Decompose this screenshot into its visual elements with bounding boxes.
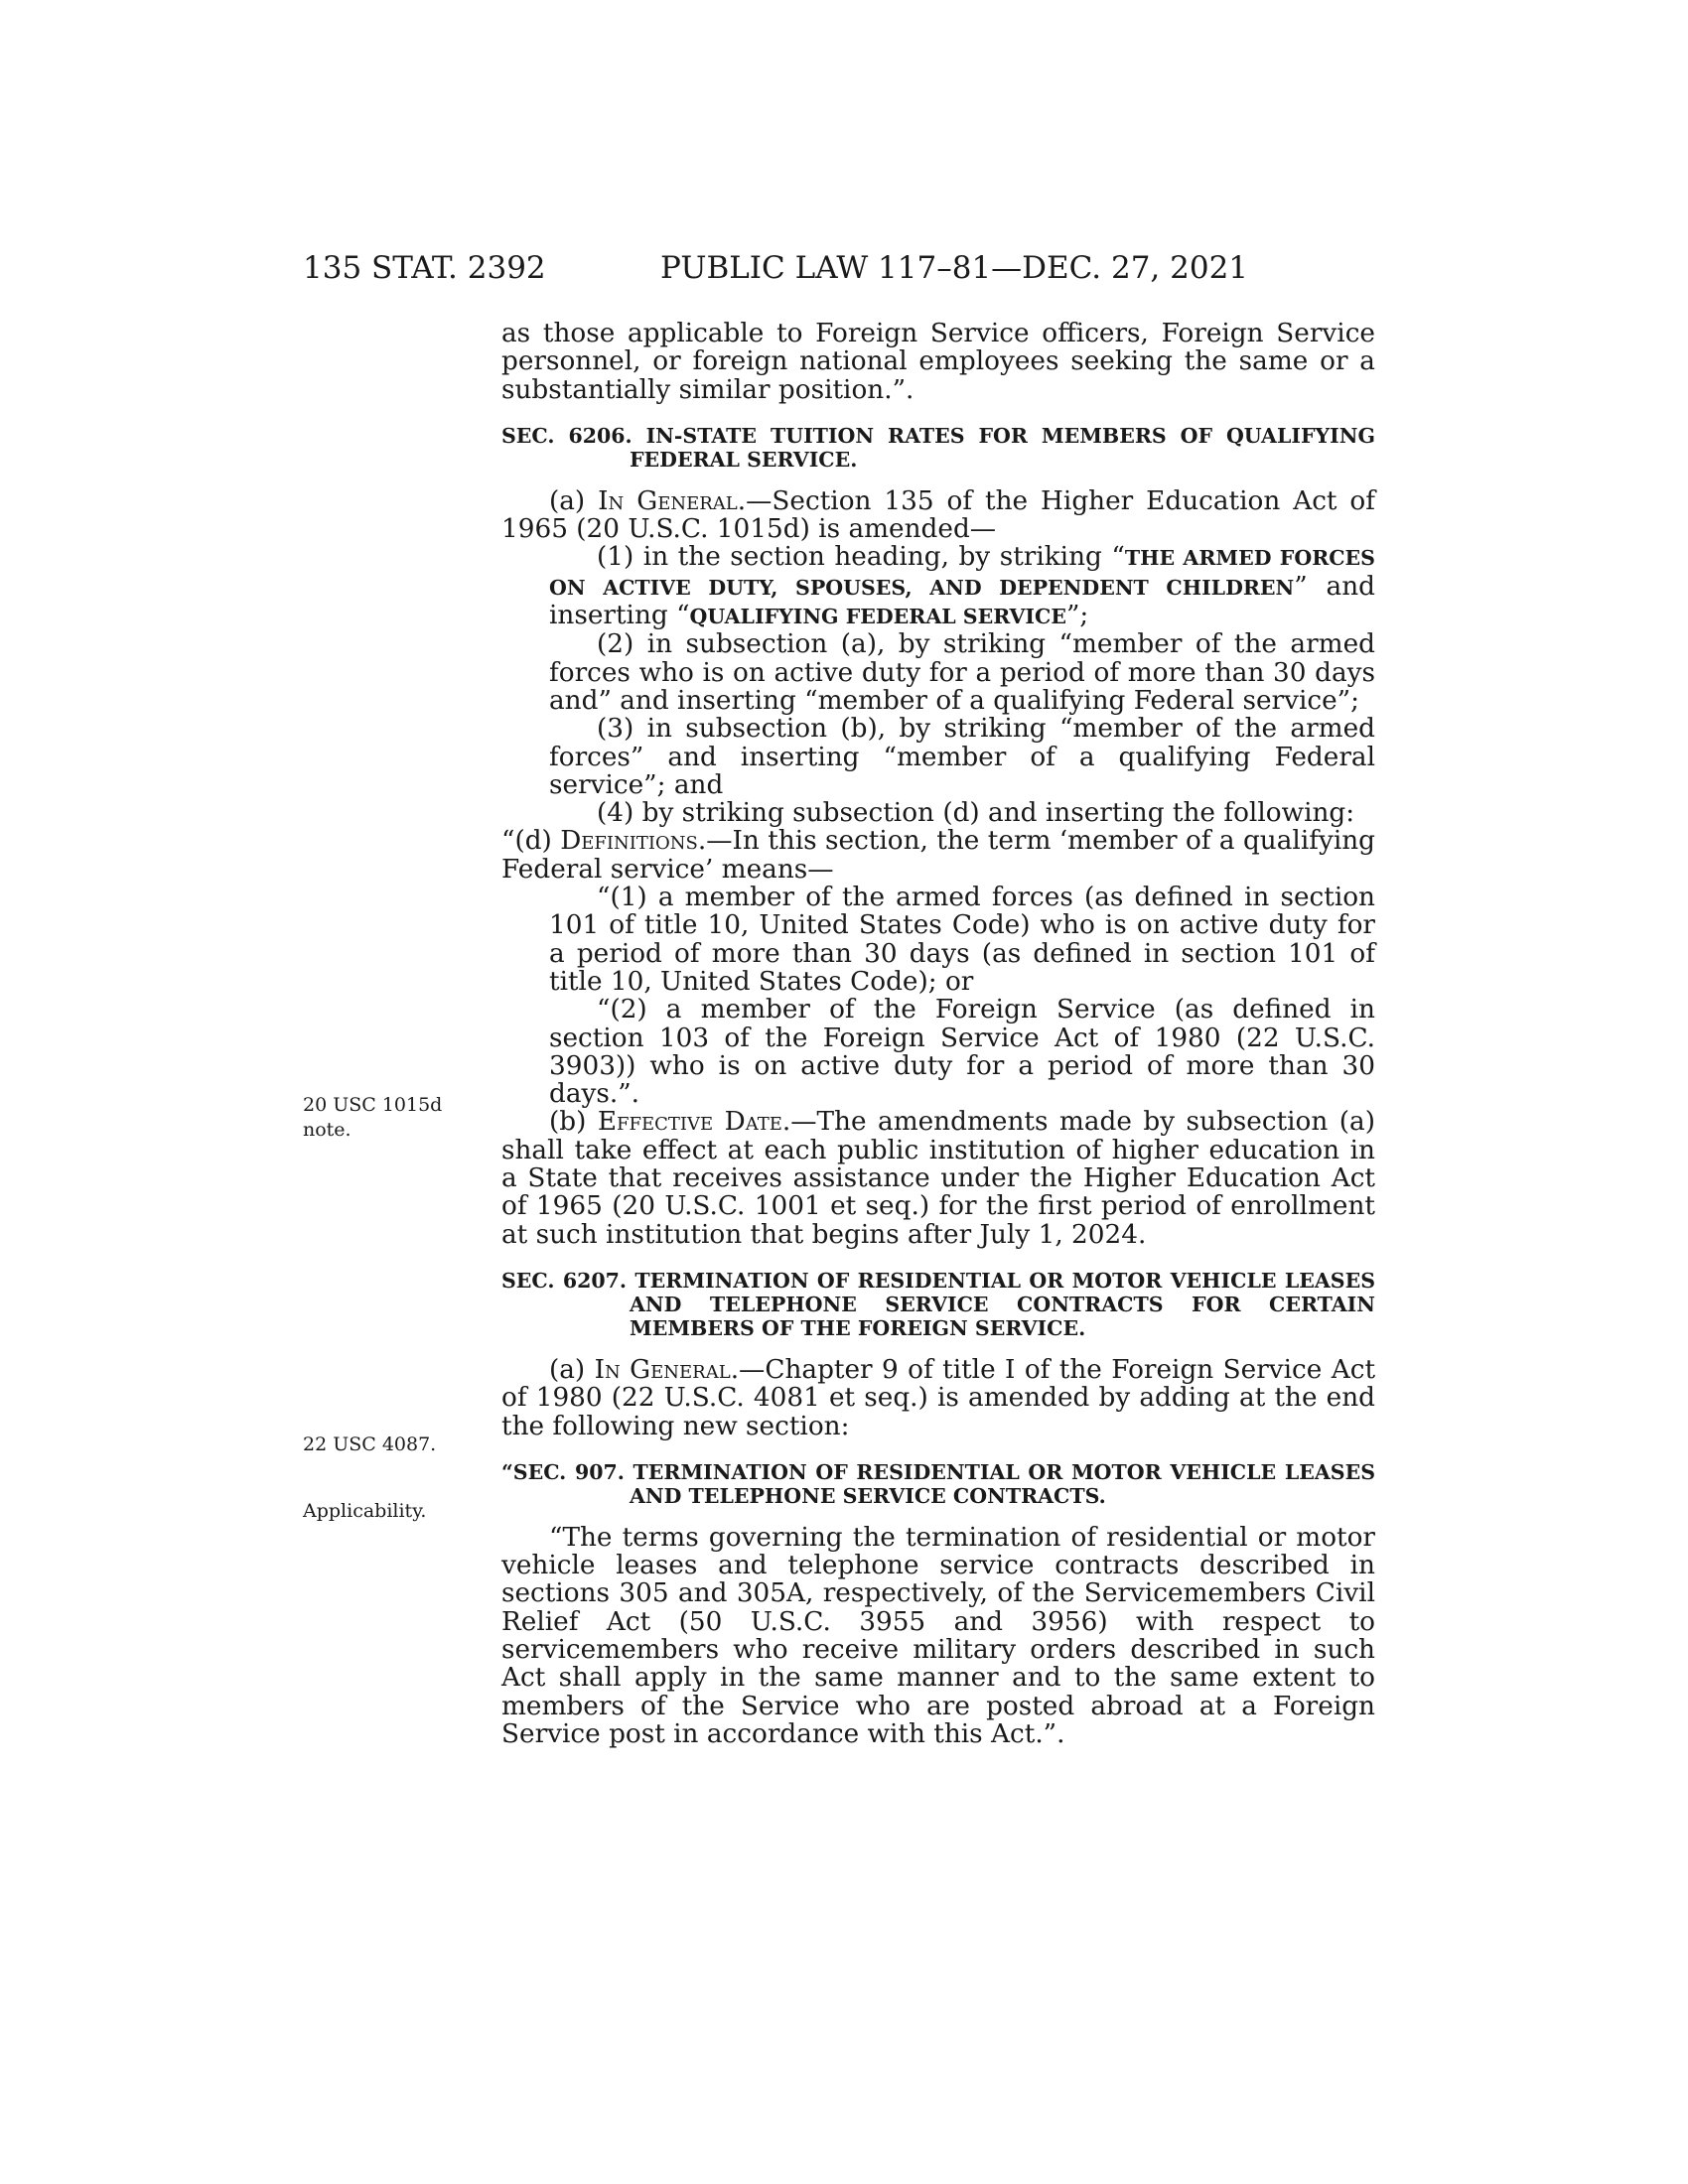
public-law-title: PUBLIC LAW 117–81—DEC. 27, 2021 [660,250,1249,286]
struck-heading-text: THE ARMED FORCES ON ACTIVE DUTY, SPOUSES, AND DEPENDENT CHILDREN [549,546,1375,600]
subsection-text: .—Section 135 of the Higher Education Act of 1965 (20 U.S.C. 1015d) is amended— [501,485,1375,545]
subsection-heading: In General [594,1354,731,1385]
inserted-heading-text: QUALIFYING FEDERAL SERVICE [689,605,1066,629]
paragraph-1 [549,543,1375,630]
paragraph-2: (2) in subsection (a), by striking “member of the armed forces who is on active duty for a period of more than 30 days and” and inserting “member of a qualifying Federal service”; [549,629,1375,716]
section-6207-heading: SEC. 6207. TERMINATION OF RESIDENTIAL OR MOTOR VEHICLE LEASES AND TELEPHONE SERVICE CONTRACTS FOR CERTAIN MEMBERS OF THE FOREIGN SERVICE. [501,1268,1375,1340]
stat-page-number: 135 STAT. 2392 [303,250,546,286]
subsection-heading: In General [598,485,738,516]
paragraph-4: (4) by striking subsection (d) and inserting the following: [597,798,1355,829]
subsection-heading: Effective Date [597,1107,782,1138]
subsection-text: .—In this section, the term ‘member of a qualifying Federal service’ means— [501,826,1376,885]
paragraph-text: ”; [1065,601,1089,631]
paragraph-text: (1) in the section heading, by striking “ [597,542,1125,573]
document-body [501,320,1375,1748]
subsection-a-in-general [501,487,1375,544]
paragraph-text: ” and inserting “ [549,571,1375,631]
running-header [303,248,1375,288]
margin-note-applicability: Applicability. [303,1500,427,1522]
margin-note-usc-1015d [303,1093,442,1143]
subsection-a-in-general-6207 [501,1356,1375,1440]
subsection-label: “(d) [501,826,561,857]
section-6206-heading: SEC. 6206. IN-STATE TUITION RATES FOR MEMBERS OF QUALIFYING FEDERAL SERVICE. [501,423,1375,472]
margin-note-line: note. [303,1119,352,1141]
section-907-text: “The terms governing the termination of residential or motor vehicle leases and telephone service contracts described in sections 305 and 305A, respectively, of the Servicemembers Civil Relief Act (50 U.S.C. 3955 and 3956) with respect to servicemembers who receive military orders described in such Act shall apply in the same manner and to the same extent to members of the Service who are posted abroad at a Foreign Service post in accordance with this Act.”. [501,1522,1375,1749]
subsection-b-effective-date [501,1108,1375,1248]
subsection-label: (b) [549,1107,598,1138]
definition-2: “(2) a member of the Foreign Service (as defined in section 103 of the Foreign Service Act of 1980 (22 U.S.C. 3903)) who is on active duty for a period of more than 30 days.”. [549,995,1375,1110]
subsection-label: (a) [549,485,599,516]
intro-paragraph: as those applicable to Foreign Service officers, Foreign Service personnel, or foreign national employees seeking the same or a substantially similar position.”. [501,319,1375,405]
subsection-heading: Definitions [560,826,698,857]
subsection-text: .—The amendments made by subsection (a) shall take effect at each public institution of higher education in a State that receives assistance under the Higher Education Act of 1965 (20 U.S.C. 1001 et seq.) for the first period of enrollment at such institution that begins after July 1, 2024. [501,1107,1375,1250]
subsection-label: (a) [549,1354,595,1385]
quoted-subsection-d-definitions [501,827,1375,884]
paragraph-3: (3) in subsection (b), by striking “member of the armed forces” and inserting “member of a qualifying Federal service”; and [549,714,1375,800]
subsection-text: .—Chapter 9 of title I of the Foreign Service Act of 1980 (22 U.S.C. 4081 et seq.) is amended by adding at the end the following new section: [501,1354,1376,1441]
margin-note-usc-4087: 22 USC 4087. [303,1433,437,1455]
definition-1: “(1) a member of the armed forces (as defined in section 101 of title 10, United States Code) who is on active duty for a period of more than 30 days (as defined in section 101 of title 10, United States Code); or [549,883,1375,997]
margin-note-line: 20 USC 1015d [303,1094,443,1116]
section-907-heading: “SEC. 907. TERMINATION OF RESIDENTIAL OR MOTOR VEHICLE LEASES AND TELEPHONE SERVICE CONTRACTS. [501,1459,1375,1508]
